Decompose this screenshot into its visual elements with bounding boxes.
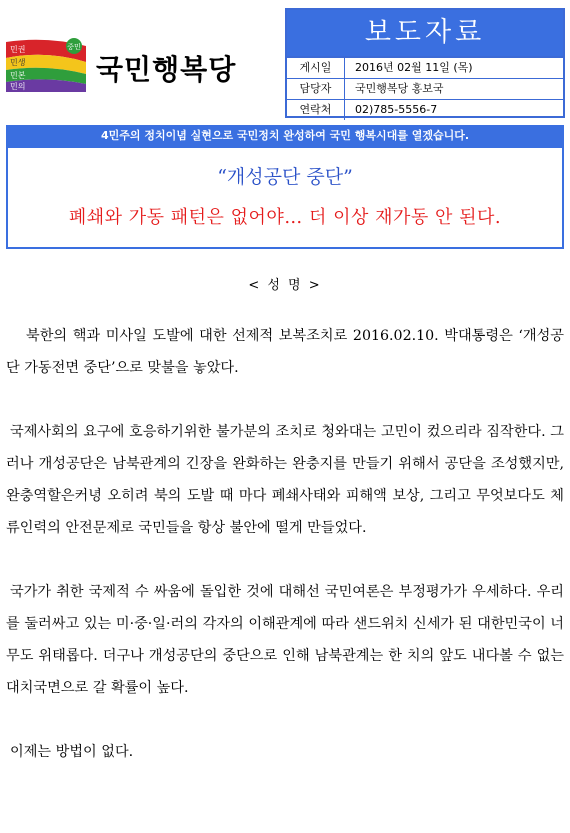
press-release-info-box: [285, 8, 565, 118]
info-value: 국민행복당 홍보국: [355, 82, 444, 95]
paragraph: 국가가 취한 국제적 수 싸움에 돌입한 것에 대해선 국민여론은 부정평가가 우세하다. 우리를 둘러싸고 있는 미·중·일·러의 각자의 이해관계에 따라 샌드위치 신세가 된 대한민국이 너무도 위태롭다. 더구나 개성공단의 중단으로 인해 남북관계는 한 치의 앞도 내다볼 수 없는 대치국면으로 갈 확률이 높다.: [6, 584, 564, 696]
logo-slogan-2: 민생: [10, 58, 26, 67]
paragraph: 국제사회의 요구에 호응하기위한 불가분의 조치로 청와대는 고민이 컸으리라 짐작한다. 그러나 개성공단은 남북관계의 긴장을 완화하는 완충지를 만들기 위해서 공단을 조성했지만, 완충역할은커녕 오히려 북의 도발 때 마다 폐쇄사태와 피해액 보상, 그리고 무엇보다도 체류인력의 안전문제로 국민들을 항상 불안에 떨게 만들었다.: [6, 424, 564, 536]
party-slogan-banner: 4민주의 정치이념 실현으로 국민정치 완성하여 국민 행복시대를 열겠습니다.: [6, 125, 564, 146]
press-release-title: 보도자료: [287, 10, 563, 58]
logo-slogan-1: 민권: [10, 45, 26, 54]
party-flag-icon: [6, 38, 86, 92]
info-row-phone: [287, 100, 563, 120]
headline-subtitle: 폐쇄와 가동 패턴은 없어야… 더 이상 재가동 안 된다.: [68, 207, 502, 228]
info-label: 연락처: [287, 100, 345, 120]
logo-slogan-4: 민의: [10, 82, 26, 91]
headline-box: [6, 146, 564, 249]
statement-label: < 성 명 >: [248, 278, 322, 293]
statement-body: [0, 320, 570, 800]
info-label: 담당자: [287, 79, 345, 99]
party-name: 국민행복당: [96, 53, 237, 86]
info-row-date: [287, 58, 563, 79]
logo-badge-text: 중민: [67, 43, 81, 51]
info-row-contact-person: [287, 79, 563, 100]
info-value: 02)785-5556-7: [355, 103, 438, 116]
info-value: 2016년 02월 11일 (목): [355, 61, 473, 74]
party-logo: [0, 0, 282, 118]
paragraph: 북한의 핵과 미사일 도발에 대한 선제적 보복조치로 2016.02.10. 박대통령은 ‘개성공단 가동전면 중단’으로 맞불을 놓았다.: [6, 328, 564, 376]
info-label: 게시일: [287, 58, 345, 78]
paragraph: 이제는 방법이 없다.: [10, 744, 134, 760]
headline-title: “개성공단 중단”: [217, 166, 353, 188]
logo-slogan-3: 민본: [10, 71, 26, 80]
